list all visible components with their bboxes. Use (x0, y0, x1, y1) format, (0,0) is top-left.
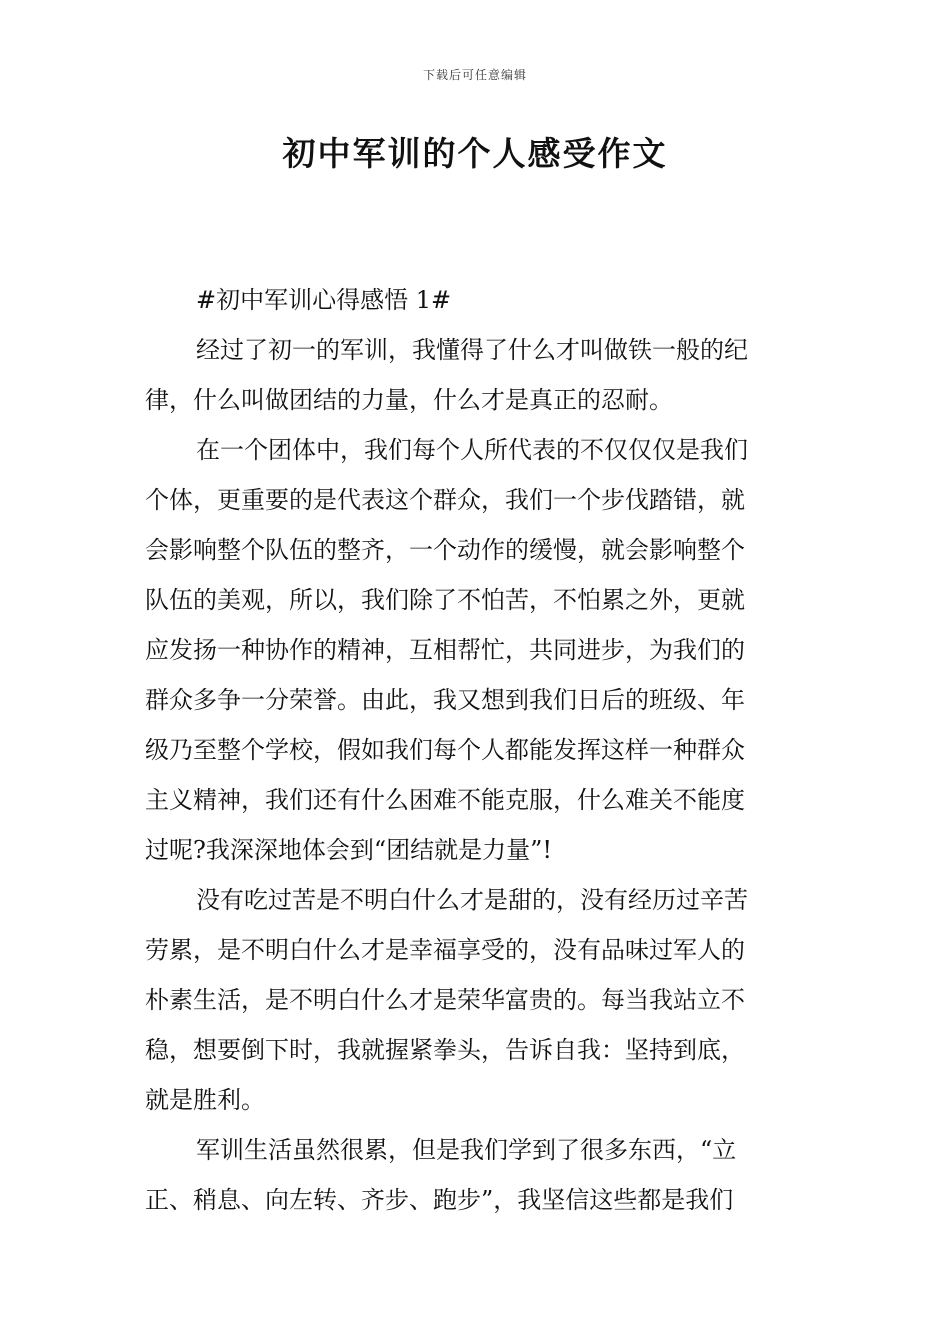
body-text-line: 个体，更重要的是代表这个群众，我们一个步伐踏错，就 (145, 486, 745, 514)
page-header-note: 下载后可任意编辑 (422, 68, 527, 82)
body-text-line: 经过了初一的军训，我懂得了什么才叫做铁一般的纪 (196, 336, 748, 364)
body-text-line: 正、稍息、向左转、齐步、跑步”，我坚信这些都是我们 (145, 1186, 734, 1214)
body-text-line: 劳累，是不明白什么才是幸福享受的，没有品味过军人的 (145, 936, 745, 964)
body-text-line: 队伍的美观，所以，我们除了不怕苦，不怕累之外，更就 (145, 586, 745, 614)
body-text-line: #初中军训心得感悟 1# (196, 286, 452, 314)
body-text-line: 律，什么叫做团结的力量，什么才是真正的忍耐。 (145, 386, 673, 414)
body-text-line: 没有吃过苦是不明白什么才是甜的，没有经历过辛苦 (196, 886, 748, 914)
body-text-line: 应发扬一种协作的精神，互相帮忙，共同进步，为我们的 (145, 636, 745, 664)
body-text-line: 就是胜利。 (145, 1086, 265, 1114)
body-text-line: 主义精神，我们还有什么困难不能克服，什么难关不能度 (145, 786, 745, 814)
body-text-line: 军训生活虽然很累，但是我们学到了很多东西，“立 (196, 1136, 737, 1164)
document-body (145, 281, 807, 1231)
body-text-line: 朴素生活，是不明白什么才是荣华富贵的。每当我站立不 (145, 986, 745, 1014)
body-text-line: 稳，想要倒下时，我就握紧拳头，告诉自我：坚持到底， (145, 1036, 745, 1064)
body-text-line: 过呢?我深深地体会到“团结就是力量”! (145, 836, 553, 864)
body-text-line: 群众多争一分荣誉。由此，我又想到我们日后的班级、年 (145, 686, 745, 714)
body-text-line: 会影响整个队伍的整齐，一个动作的缓慢，就会影响整个 (145, 536, 745, 564)
document-title: 初中军训的个人感受作文 (282, 134, 668, 173)
body-text-line: 在一个团体中，我们每个人所代表的不仅仅仅是我们 (196, 436, 748, 464)
body-text-line: 级乃至整个学校，假如我们每个人都能发挥这样一种群众 (145, 736, 745, 764)
